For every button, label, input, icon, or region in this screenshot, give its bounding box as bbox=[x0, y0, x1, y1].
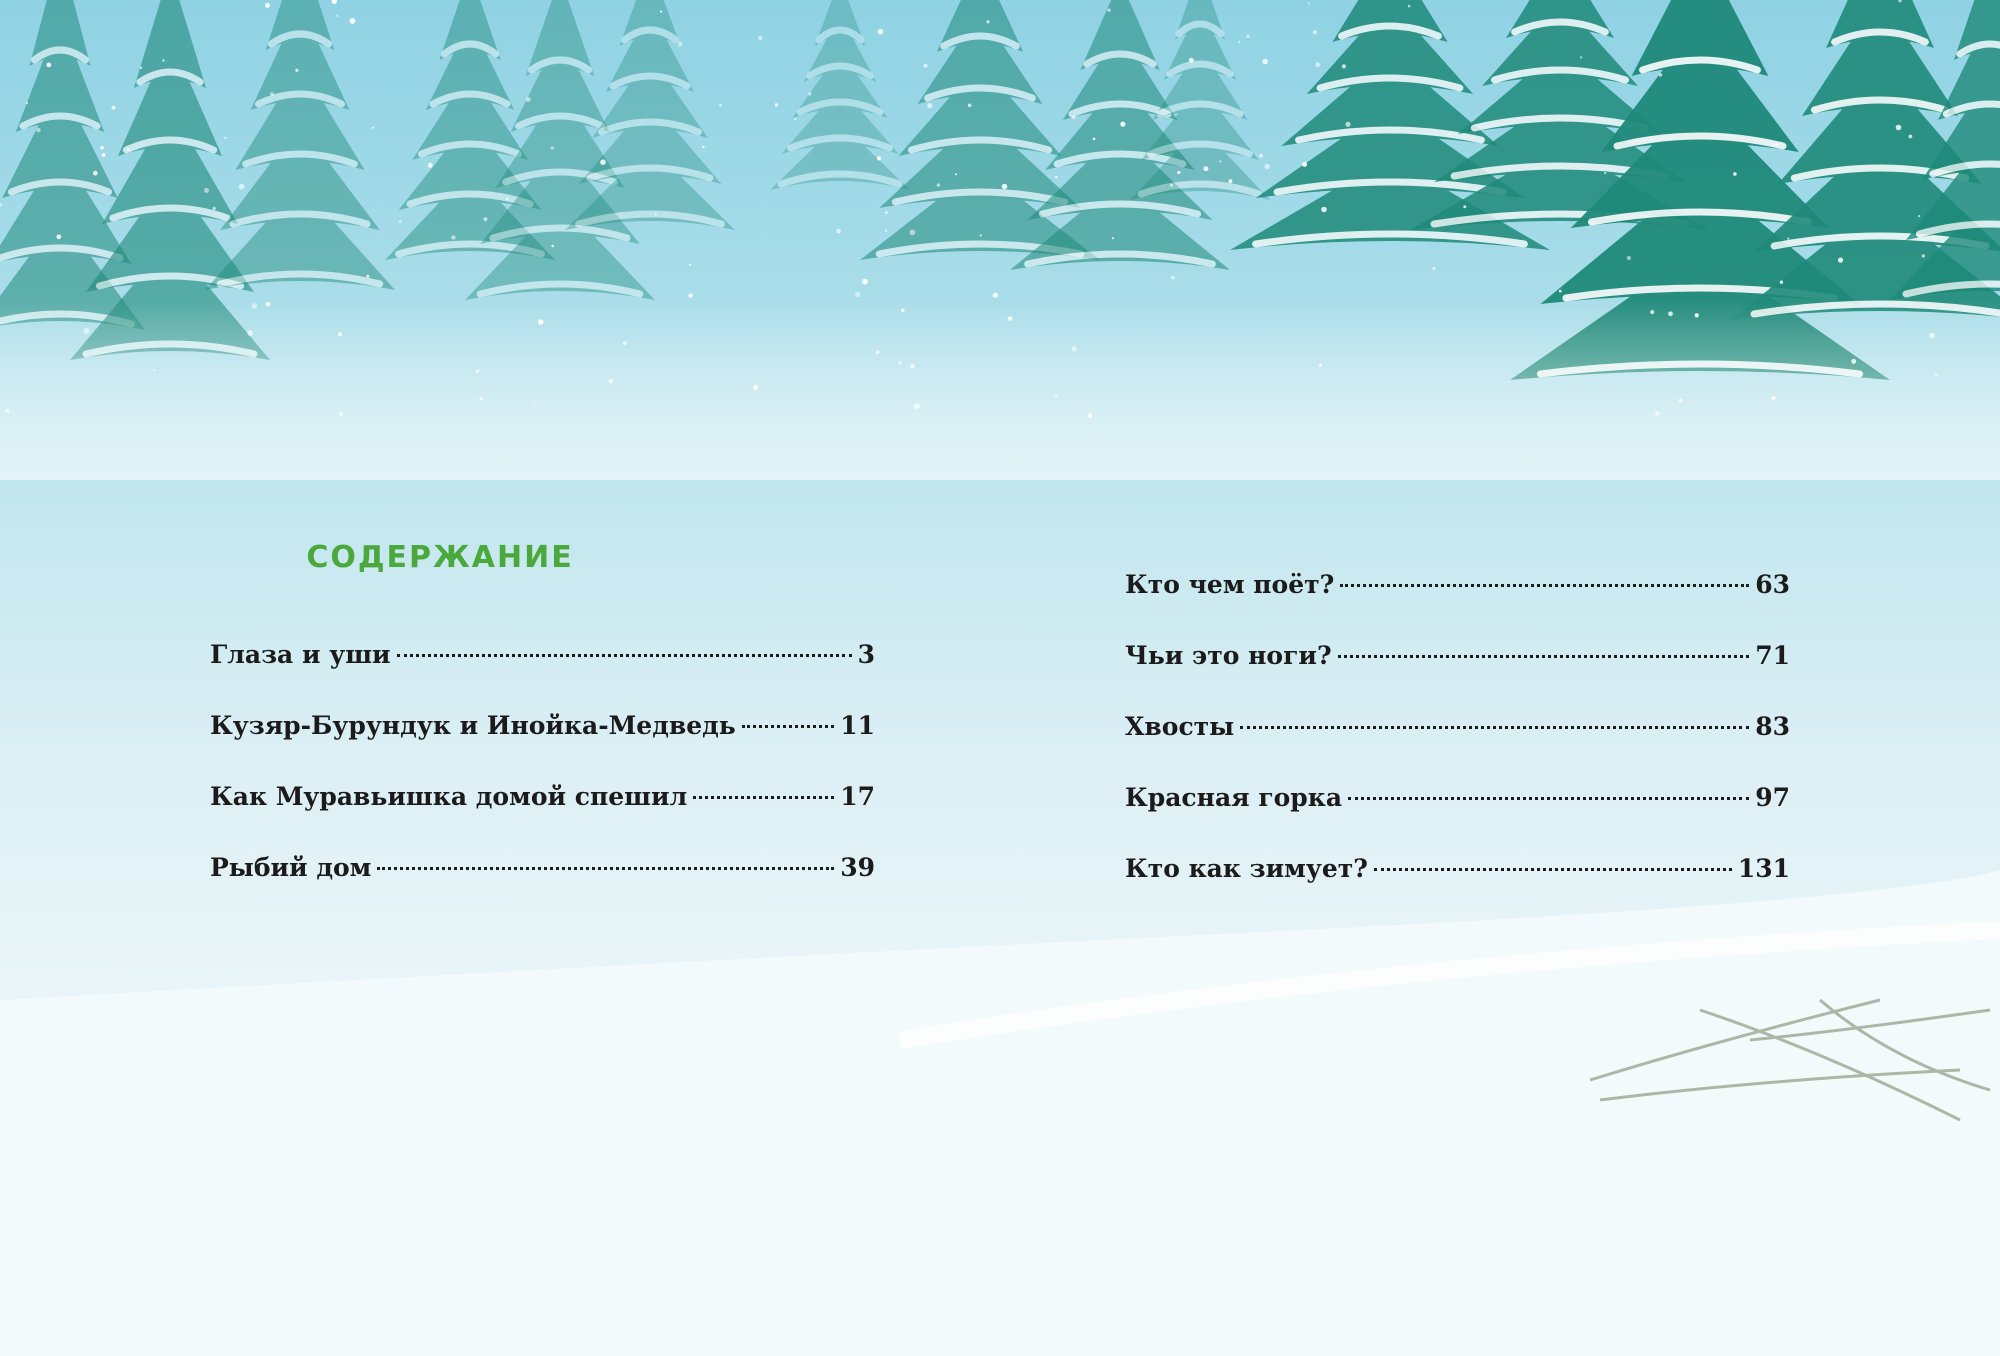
snowflake bbox=[1929, 333, 1935, 339]
toc-list-right bbox=[1125, 570, 1790, 925]
snowflake bbox=[1072, 346, 1077, 351]
snowflake bbox=[1229, 179, 1233, 183]
toc-entry-page: 83 bbox=[1755, 712, 1790, 741]
snowflake bbox=[655, 213, 657, 215]
toc-entry-page: 39 bbox=[840, 853, 875, 882]
snowflake bbox=[1342, 64, 1346, 68]
snowflake bbox=[924, 64, 928, 68]
snowflake bbox=[551, 245, 554, 248]
dot-leader bbox=[1348, 797, 1749, 800]
dot-leader bbox=[742, 725, 834, 728]
snowflake bbox=[483, 217, 487, 221]
toc-entry-page: 63 bbox=[1755, 570, 1790, 599]
snowflake bbox=[224, 137, 226, 139]
snowflake bbox=[1238, 41, 1240, 43]
snowflake bbox=[366, 275, 369, 278]
snowflake bbox=[885, 230, 887, 232]
toc-entry[interactable] bbox=[1125, 854, 1790, 925]
snowflake bbox=[36, 128, 40, 132]
snowflake bbox=[1775, 143, 1778, 146]
snowflake bbox=[1112, 237, 1114, 239]
snowflake bbox=[1679, 399, 1683, 403]
snowflake bbox=[1002, 184, 1008, 190]
toc-entry[interactable] bbox=[210, 782, 875, 853]
snowflake bbox=[338, 332, 342, 336]
snowflake bbox=[1313, 30, 1317, 34]
toc-list-left bbox=[210, 640, 875, 924]
snowflake bbox=[1733, 172, 1737, 176]
snowflake bbox=[910, 364, 914, 368]
snowflake bbox=[1408, 5, 1411, 8]
snowflake bbox=[480, 397, 483, 400]
snowflake bbox=[1655, 411, 1660, 416]
toc-entry-title: Как Муравьишка домой спешил bbox=[210, 782, 688, 811]
snowflake bbox=[855, 292, 860, 297]
snowflake bbox=[1695, 313, 1699, 317]
snowflake bbox=[1650, 310, 1654, 314]
snowflake bbox=[265, 3, 270, 8]
snowflake bbox=[350, 18, 356, 24]
snowflake bbox=[1559, 290, 1562, 293]
toc-entry[interactable] bbox=[1125, 783, 1790, 854]
snowflake bbox=[1580, 56, 1583, 59]
snowflake bbox=[1851, 359, 1856, 364]
dot-leader bbox=[1340, 584, 1749, 587]
snowflake bbox=[26, 102, 28, 104]
dot-leader bbox=[1338, 655, 1750, 658]
snowflake bbox=[689, 264, 691, 266]
snowflake bbox=[878, 29, 884, 35]
snowflake bbox=[162, 59, 165, 62]
snowflake bbox=[339, 412, 343, 416]
snowflake bbox=[775, 103, 778, 106]
snowflake bbox=[660, 11, 662, 13]
fir-tree bbox=[205, 0, 395, 290]
snowflake bbox=[0, 203, 2, 207]
snowflake bbox=[877, 156, 881, 160]
snowflake bbox=[588, 418, 590, 420]
snowflake bbox=[1918, 215, 1920, 217]
toc-entry-title: Кто чем поёт? bbox=[1125, 570, 1335, 599]
snowflake bbox=[336, 15, 338, 17]
snowflake bbox=[102, 153, 106, 157]
snowflake bbox=[1896, 125, 1902, 131]
snowflake bbox=[1772, 396, 1776, 400]
snowflake bbox=[1265, 164, 1270, 169]
snowflake bbox=[506, 198, 508, 200]
snowflake bbox=[758, 36, 762, 40]
snowflake bbox=[93, 171, 98, 176]
toc-entry-page: 3 bbox=[857, 640, 875, 669]
snowflake bbox=[1177, 171, 1180, 174]
snowflake bbox=[1170, 184, 1172, 186]
snowflake bbox=[538, 319, 543, 324]
snowflake bbox=[1008, 316, 1012, 320]
toc-entry-title: Красная горка bbox=[1125, 783, 1343, 812]
snowflake bbox=[1203, 166, 1208, 171]
snowflake bbox=[475, 369, 479, 373]
snowflake bbox=[1072, 116, 1075, 119]
snowflake bbox=[1321, 207, 1327, 213]
snowflake bbox=[986, 20, 989, 23]
snowflake bbox=[1219, 160, 1221, 162]
toc-entry-page: 131 bbox=[1737, 854, 1790, 883]
snowflake bbox=[239, 184, 245, 190]
snowflake bbox=[428, 163, 433, 168]
snowflake bbox=[212, 207, 216, 211]
snowflake bbox=[702, 146, 704, 148]
snowflake bbox=[1088, 414, 1093, 419]
snowflake bbox=[252, 303, 257, 308]
snowflake bbox=[372, 127, 374, 129]
snowflake bbox=[1922, 254, 1925, 257]
snowflake bbox=[1780, 281, 1783, 284]
snowflake bbox=[153, 369, 155, 371]
snowflake bbox=[1246, 35, 1250, 39]
snowflake bbox=[1668, 311, 1673, 316]
snowflake bbox=[980, 234, 982, 236]
snowflake bbox=[1432, 267, 1435, 270]
snowflake bbox=[689, 294, 693, 298]
toc-entry-title: Кто как зимует? bbox=[1125, 854, 1368, 883]
snowflake bbox=[1449, 133, 1451, 135]
snowflake bbox=[56, 234, 61, 239]
snowflake bbox=[1604, 172, 1606, 174]
snowflake bbox=[600, 159, 606, 165]
snowflake bbox=[1319, 364, 1322, 367]
snowflake bbox=[753, 385, 758, 390]
snowflake bbox=[836, 229, 841, 234]
snowflake bbox=[100, 146, 103, 149]
snowflake bbox=[1909, 135, 1913, 139]
snowflake bbox=[678, 42, 683, 47]
snowflake bbox=[1262, 59, 1268, 65]
snowflake bbox=[270, 92, 274, 96]
snowflake bbox=[526, 97, 531, 102]
snowflake bbox=[927, 103, 932, 108]
toc-entry-page: 71 bbox=[1755, 641, 1790, 670]
snowflake bbox=[532, 401, 534, 403]
snowflake bbox=[901, 309, 904, 312]
toc-entry-title: Кузяр-Бурундук и Инойка-Медведь bbox=[210, 711, 736, 740]
snowflake bbox=[1787, 238, 1789, 240]
snowflake bbox=[1308, 2, 1310, 4]
snowflake bbox=[1055, 176, 1057, 178]
snowflake bbox=[295, 69, 298, 72]
toc-entry[interactable] bbox=[1125, 712, 1790, 783]
snowflake bbox=[968, 104, 972, 108]
toc-entry-page: 97 bbox=[1755, 783, 1790, 812]
snowflake bbox=[955, 173, 957, 175]
toc-entry-title: Чьи это ноги? bbox=[1125, 641, 1332, 670]
snowflake bbox=[1108, 9, 1111, 12]
toc-heading: СОДЕРЖАНИЕ bbox=[306, 540, 574, 575]
snowflake bbox=[112, 106, 116, 110]
toc-entry[interactable] bbox=[1125, 641, 1790, 712]
dot-leader bbox=[1240, 726, 1749, 729]
snowflake bbox=[885, 212, 887, 214]
fir-tree bbox=[860, 0, 1100, 260]
snowflake bbox=[5, 409, 9, 413]
snowflake bbox=[451, 235, 455, 239]
toc-entry[interactable] bbox=[210, 853, 875, 924]
toc-entry-page: 17 bbox=[840, 782, 875, 811]
dot-leader bbox=[397, 654, 852, 657]
snowflake bbox=[332, 0, 337, 4]
snowflake bbox=[794, 118, 796, 120]
snowflake bbox=[1302, 162, 1307, 167]
snowflake bbox=[1093, 138, 1096, 141]
snowflake bbox=[876, 350, 880, 354]
snowflake bbox=[862, 279, 868, 285]
snowflake bbox=[46, 63, 51, 68]
snowflake bbox=[1659, 73, 1662, 76]
toc-entry-page: 11 bbox=[840, 711, 875, 740]
dot-leader bbox=[693, 796, 834, 799]
toc-entry-title: Рыбий дом bbox=[210, 853, 372, 882]
snowflake bbox=[1463, 205, 1466, 208]
snowflake bbox=[1171, 276, 1175, 280]
snowflake bbox=[1838, 258, 1843, 263]
snowflake bbox=[898, 361, 902, 365]
snowflake bbox=[399, 220, 402, 223]
snowflake bbox=[623, 341, 627, 345]
snowflake bbox=[1055, 395, 1057, 397]
snowflake bbox=[937, 183, 941, 187]
snowflake bbox=[266, 302, 270, 306]
snowflake bbox=[808, 92, 812, 96]
snowflake bbox=[1935, 374, 1938, 377]
snowflake bbox=[127, 148, 130, 151]
snowflake bbox=[1120, 122, 1125, 127]
fir-tree bbox=[770, 0, 910, 190]
snowflake bbox=[140, 67, 142, 69]
toc-entry-title: Хвосты bbox=[1125, 712, 1235, 741]
snowflake bbox=[551, 147, 554, 150]
toc-entry[interactable] bbox=[210, 711, 875, 782]
snowflake bbox=[1189, 58, 1194, 63]
snowflake bbox=[1345, 122, 1350, 127]
snowflake bbox=[1315, 62, 1320, 67]
snowflake bbox=[1259, 154, 1262, 157]
snowflake bbox=[910, 230, 916, 236]
dot-leader bbox=[1374, 868, 1732, 871]
snowflake bbox=[204, 188, 209, 193]
snowflake bbox=[719, 104, 722, 107]
snowflake bbox=[914, 403, 920, 409]
snowflake bbox=[83, 328, 89, 334]
toc-entry[interactable] bbox=[1125, 570, 1790, 641]
toc-entry-title: Глаза и уши bbox=[210, 640, 391, 669]
snowflake bbox=[609, 379, 613, 383]
snowflake bbox=[247, 330, 253, 336]
snowflake bbox=[993, 293, 998, 298]
snowflake bbox=[1627, 256, 1631, 260]
toc-entry[interactable] bbox=[210, 640, 875, 711]
dot-leader bbox=[377, 867, 834, 870]
